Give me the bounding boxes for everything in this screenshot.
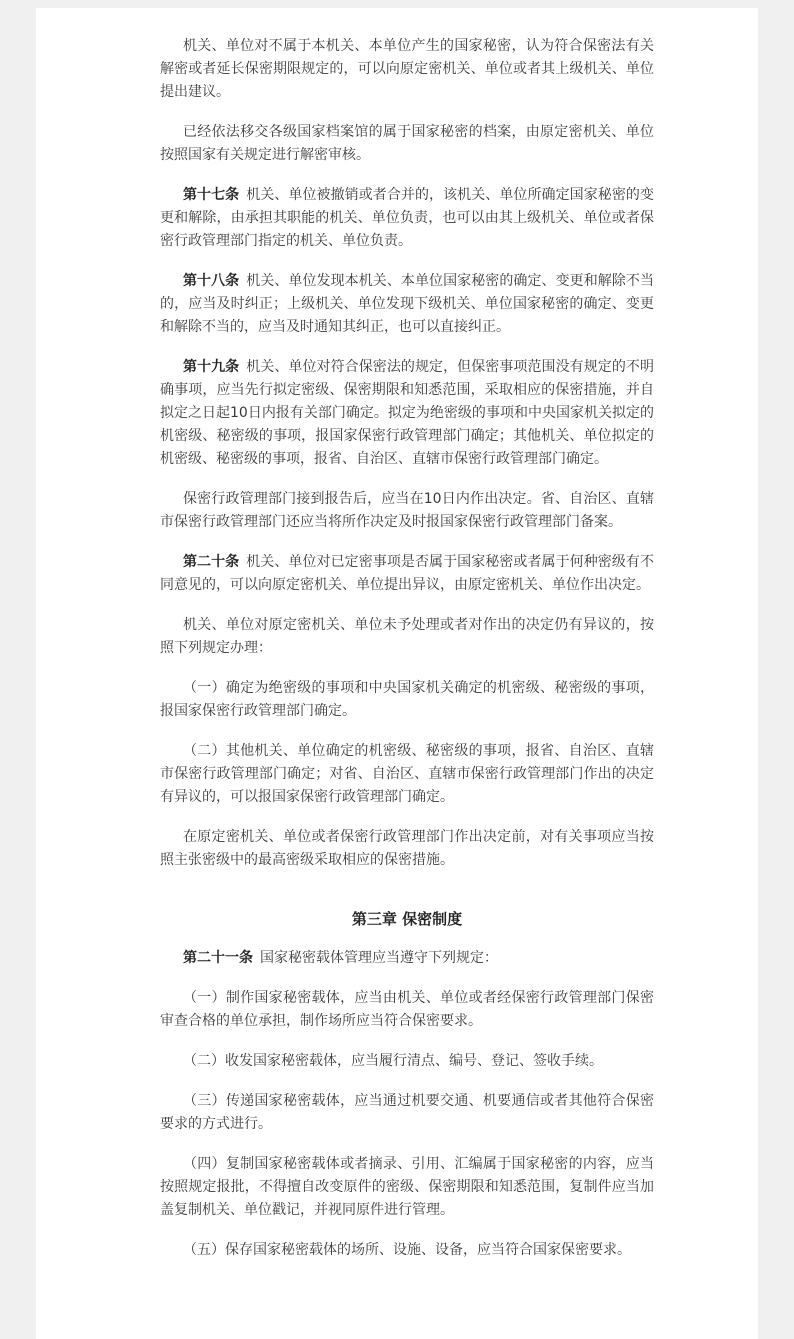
doc-paragraph-item-2 [160, 740, 654, 809]
doc-paragraph [160, 614, 654, 660]
doc-paragraph [160, 488, 654, 534]
doc-paragraph-item-4 [160, 1153, 654, 1222]
paragraph-text: 机关、单位对不属于本机关、本单位产生的国家秘密，认为符合保密法有关解密或者延长保密期限规定的，可以向原定密机关、单位或者其上级机关、单位提出建议。 [160, 38, 654, 100]
paragraph-text: （二）收发国家秘密载体，应当履行清点、编号、登记、签收手续。 [183, 1053, 603, 1069]
doc-paragraph [160, 35, 654, 104]
doc-paragraph-article-21 [160, 947, 654, 970]
doc-paragraph-item-1 [160, 987, 654, 1033]
paragraph-text: 机关、单位被撤销或者合并的，该机关、单位所确定国家秘密的变更和解除，由承担其职能的机关、单位负责，也可以由其上级机关、单位或者保密行政管理部门指定的机关、单位负责。 [160, 187, 654, 249]
paragraph-text: （三）传递国家秘密载体，应当通过机要交通、机要通信或者其他符合保密要求的方式进行。 [160, 1093, 654, 1132]
paragraph-text: 已经依法移交各级国家档案馆的属于国家秘密的档案，由原定密机关、单位按照国家有关规定进行解密审核。 [160, 124, 654, 163]
doc-paragraph [160, 121, 654, 167]
paragraph-text: 机关、单位发现本机关、本单位国家秘密的确定、变更和解除不当的，应当及时纠正；上级机关、单位发现下级机关、单位国家秘密的确定、变更和解除不当的，应当及时通知其纠正，也可以直接纠正。 [160, 273, 654, 335]
paragraph-text: （一）制作国家秘密载体，应当由机关、单位或者经保密行政管理部门保密审查合格的单位承担，制作场所应当符合保密要求。 [160, 990, 654, 1029]
article-label: 第十七条 [183, 187, 240, 203]
article-label: 第十八条 [183, 273, 240, 289]
doc-paragraph-item-1 [160, 677, 654, 723]
doc-paragraph-article-17 [160, 184, 654, 253]
article-label: 第二十条 [183, 554, 240, 570]
paragraph-text: 机关、单位对原定密机关、单位未予处理或者对作出的决定仍有异议的，按照下列规定办理： [160, 617, 654, 656]
doc-paragraph [160, 826, 654, 872]
paragraph-text: 机关、单位对已定密事项是否属于国家秘密或者属于何种密级有不同意见的，可以向原定密机关、单位提出异议，由原定密机关、单位作出决定。 [160, 554, 654, 593]
article-label: 第十九条 [183, 359, 240, 375]
paragraph-text: （二）其他机关、单位确定的机密级、秘密级的事项，报省、自治区、直辖市保密行政管理部门确定；对省、自治区、直辖市保密行政管理部门作出的决定有异议的，可以报国家保密行政管理部门确定。 [160, 743, 654, 805]
paragraph-text: 机关、单位对符合保密法的规定，但保密事项范围没有规定的不明确事项，应当先行拟定密级、保密期限和知悉范围，采取相应的保密措施，并自拟定之日起10日内报有关部门确定。拟定为绝密级的事项和中央国家机关拟定的机密级、秘密级的事项，报国家保密行政管理部门确定；其他机关、单位拟定的机密级、秘密级的事项，报省、自治区、直辖市保密行政管理部门确定。 [160, 359, 654, 467]
article-label: 第二十一条 [183, 950, 253, 966]
chapter-heading: 第三章 保密制度 [351, 910, 463, 928]
doc-paragraph-article-18 [160, 270, 654, 339]
paragraph-text: （四）复制国家秘密载体或者摘录、引用、汇编属于国家秘密的内容，应当按照规定报批，不得擅自改变原件的密级、保密期限和知悉范围，复制件应当加盖复制机关、单位戳记，并视同原件进行管理。 [160, 1156, 654, 1218]
doc-paragraph-item-2 [160, 1050, 654, 1073]
paragraph-text: （一）确定为绝密级的事项和中央国家机关确定的机密级、秘密级的事项，报国家保密行政管理部门确定。 [160, 680, 654, 719]
doc-paragraph-item-5 [160, 1239, 654, 1262]
document-page [36, 8, 758, 1339]
paragraph-text: 国家秘密载体管理应当遵守下列规定： [260, 950, 498, 966]
paragraph-text: （五）保存国家秘密载体的场所、设施、设备，应当符合国家保密要求。 [183, 1242, 631, 1258]
paragraph-text: 在原定密机关、单位或者保密行政管理部门作出决定前，对有关事项应当按照主张密级中的最高密级采取相应的保密措施。 [160, 829, 654, 868]
doc-paragraph-article-20 [160, 551, 654, 597]
doc-paragraph-item-3 [160, 1090, 654, 1136]
doc-paragraph-article-19 [160, 356, 654, 471]
paragraph-text: 保密行政管理部门接到报告后，应当在10日内作出决定。省、自治区、直辖市保密行政管理部门还应当将所作决定及时报国家保密行政管理部门备案。 [160, 491, 654, 530]
